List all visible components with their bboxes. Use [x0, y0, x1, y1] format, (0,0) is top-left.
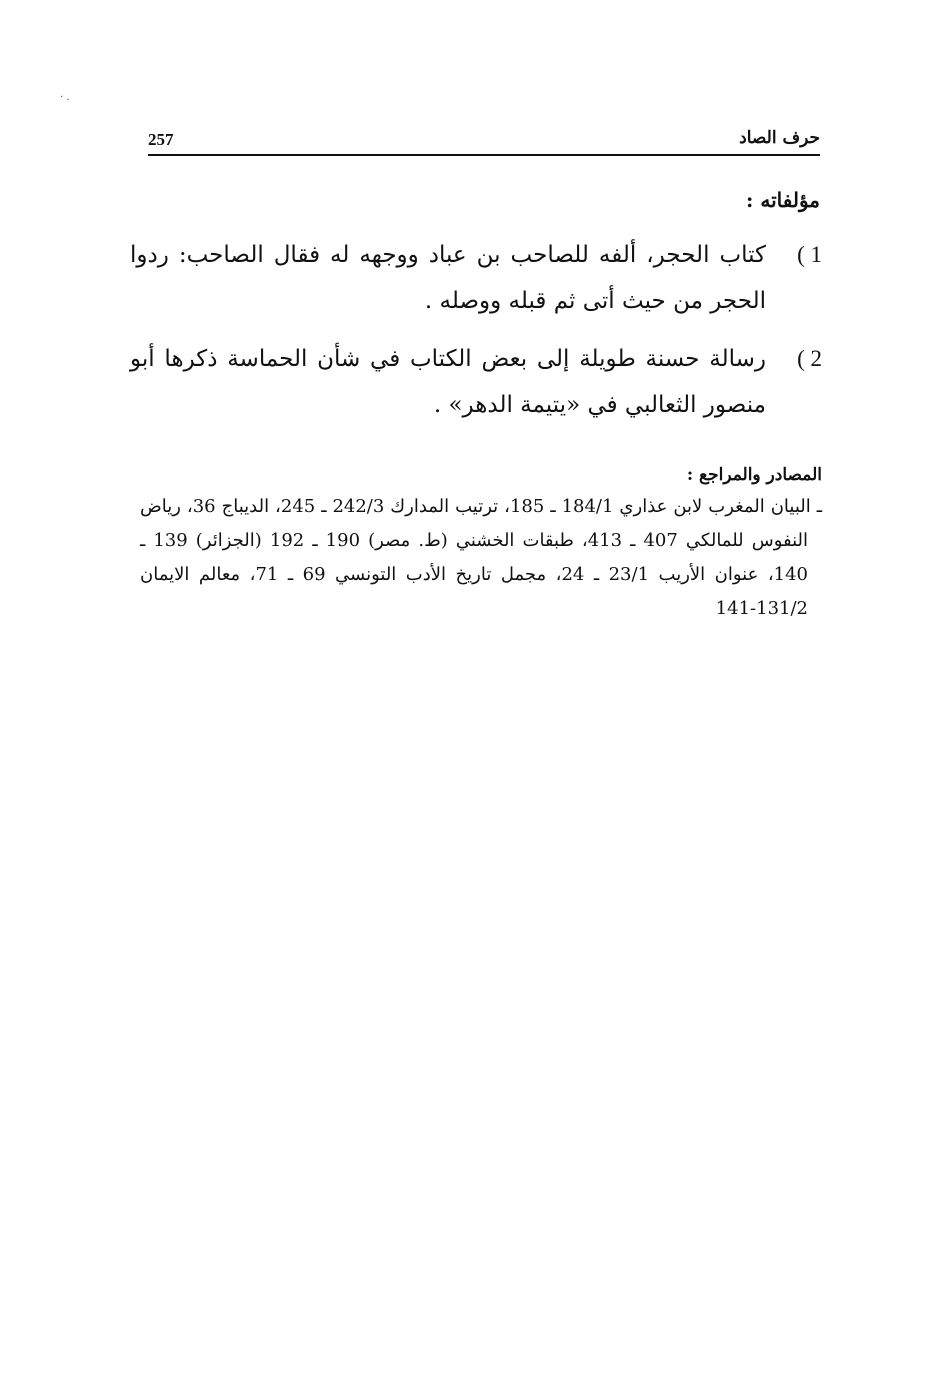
works-section-title: مؤلفاته : — [746, 188, 820, 212]
references-heading: المصادر والمراجع : — [686, 465, 822, 485]
page-header — [148, 128, 820, 156]
page-number: 257 — [148, 130, 174, 149]
references-section — [140, 460, 822, 626]
work-item — [130, 336, 822, 428]
works-list — [130, 232, 822, 440]
work-item-number: 2 ) — [797, 346, 822, 371]
work-item-text: كتاب الحجر، ألفه للصاحب بن عباد ووجهه له فقال الصاحب: ردوا الحجر من حيث أتى ثم قبله ووصله . — [130, 242, 766, 314]
work-item — [130, 232, 822, 324]
references-body: ـ البيان المغرب لابن عذاري 184/1 ـ 185، ترتيب المدارك 242/3 ـ 245، الديباج 36، رياض النفوس للمالكي 407 ـ 413، طبقات الخشني (ط. مصر) 190 ـ 192 (الجزائر) 139 ـ 140، عنوان الأريب 23/1 ـ 24، مجمل تاريخ الأدب التونسي 69 ـ 71، معالم الايمان 131/2-141 — [140, 496, 823, 619]
scan-specks: · ․ — [60, 92, 70, 103]
running-head: حرف الصاد — [739, 128, 820, 148]
work-item-text: رسالة حسنة طويلة إلى بعض الكتاب في شأن الحماسة ذكرها أبو منصور الثعالبي في «يتيمة الدهر» . — [130, 346, 766, 418]
work-item-number: 1 ) — [797, 242, 822, 267]
